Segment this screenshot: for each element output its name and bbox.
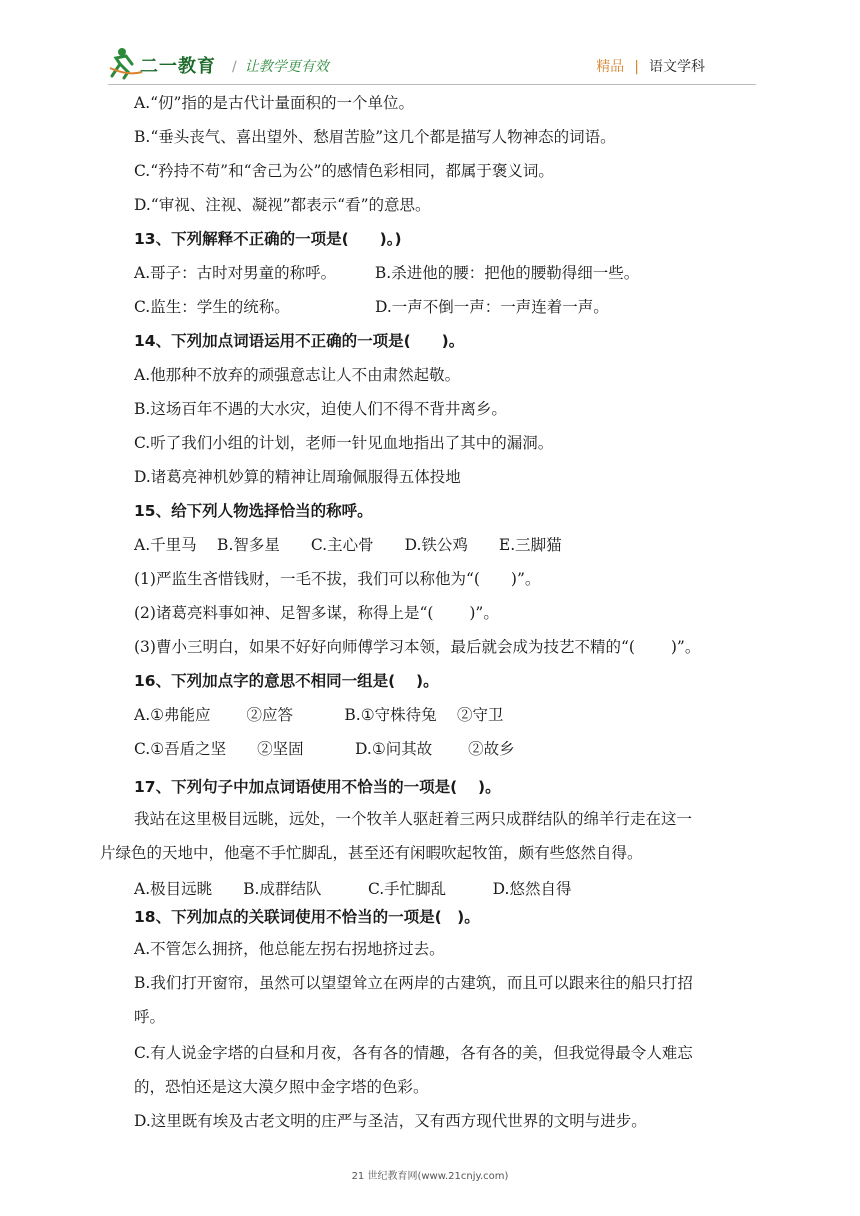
question-line: A.哥子：古时对男童的称呼。 B.杀进他的腰：把他的腰勒得细一些。: [134, 264, 640, 282]
question-line: (3)曹小三明白，如果不好好向师傅学习本领，最后就会成为技艺不精的“( )”。: [134, 638, 701, 656]
question-line: A.①弗能应 ②应答 B.①守株待兔 ②守卫: [134, 706, 504, 724]
question-line: 我站在这里极目远眺，远处，一个牧羊人驱赶着三两只成群结队的绵羊行走在这一: [134, 810, 693, 828]
logo-text: 二一教育: [140, 56, 216, 77]
subject-label: 语文学科: [649, 59, 705, 75]
slogan: / 让教学更有效: [232, 59, 329, 75]
question-line: 的，恐怕还是这大漠夕照中金字塔的色彩。: [134, 1078, 429, 1096]
question-heading: 15、给下列人物选择恰当的称呼。: [134, 502, 373, 520]
question-line: D.诸葛亮神机妙算的精神让周瑜佩服得五体投地: [134, 468, 461, 486]
question-line: (1)严监生吝惜钱财，一毛不拔，我们可以称他为“( )”。: [134, 570, 541, 588]
question-line: 片绿色的天地中，他毫不手忙脚乱，甚至还有闲暇吹起牧笛，颇有些悠然自得。: [100, 844, 643, 862]
question-line: A.千里马 B.智多星 C.主心骨 D.铁公鸡 E.三脚猫: [134, 536, 562, 554]
quality-badge: 精品: [596, 59, 625, 75]
question-line: C.“矜持不苟”和“舍己为公”的感情色彩相同，都属于褒义词。: [134, 162, 554, 180]
header-right: 精品 | 语文学科: [596, 59, 705, 75]
question-line: D.这里既有埃及古老文明的庄严与圣洁，又有西方现代世界的文明与进步。: [134, 1112, 647, 1130]
question-line: 呼。: [134, 1008, 166, 1026]
question-line: B.这场百年不遇的大水灾，迫使人们不得不背井离乡。: [134, 400, 507, 418]
question-line: B.我们打开窗帘，虽然可以望望耸立在两岸的古建筑，而且可以跟来往的船只打招: [134, 974, 693, 992]
question-line: A.极目远眺 B.成群结队 C.手忙脚乱 D.悠然自得: [134, 880, 572, 898]
question-line: C.听了我们小组的计划，老师一针见血地指出了其中的漏洞。: [134, 434, 554, 452]
question-heading: 13、下列解释不正确的一项是( )。): [134, 230, 402, 248]
question-line: C.有人说金字塔的白昼和月夜，各有各的情趣，各有各的美，但我觉得最令人难忘: [134, 1044, 693, 1062]
question-line: (2)诸葛亮料事如神、足智多谋，称得上是“( )”。: [134, 604, 499, 622]
header-divider: [108, 84, 756, 85]
question-heading: 16、下列加点字的意思不相同一组是( )。: [134, 672, 439, 690]
question-line: C.①吾盾之坚 ②坚固 D.①问其故 ②故乡: [134, 740, 515, 758]
slogan-text: 让教学更有效: [244, 59, 329, 75]
question-line: A.他那种不放弃的顽强意志让人不由肃然起敬。: [134, 366, 461, 384]
question-line: A.不管怎么拥挤，他总能左拐右拐地挤过去。: [134, 940, 445, 958]
page-footer: 21 世纪教育网(www.21cnjy.com): [351, 1171, 509, 1182]
question-heading: 14、下列加点词语运用不正确的一项是( )。: [134, 332, 465, 350]
question-line: B.“垂头丧气、喜出望外、愁眉苦脸”这几个都是描写人物神态的词语。: [134, 128, 616, 146]
question-heading: 17、下列句子中加点词语使用不恰当的一项是( )。: [134, 778, 501, 796]
question-line: C.监生：学生的统称。 D.一声不倒一声：一声连着一声。: [134, 298, 609, 316]
question-heading: 18、下列加点的关联词使用不恰当的一项是( )。: [134, 908, 480, 926]
question-line: D.“审视、注视、凝视”都表示“看”的意思。: [134, 196, 431, 214]
page-header: [0, 0, 860, 90]
question-line: A.“仞”指的是古代计量面积的一个单位。: [134, 94, 414, 112]
